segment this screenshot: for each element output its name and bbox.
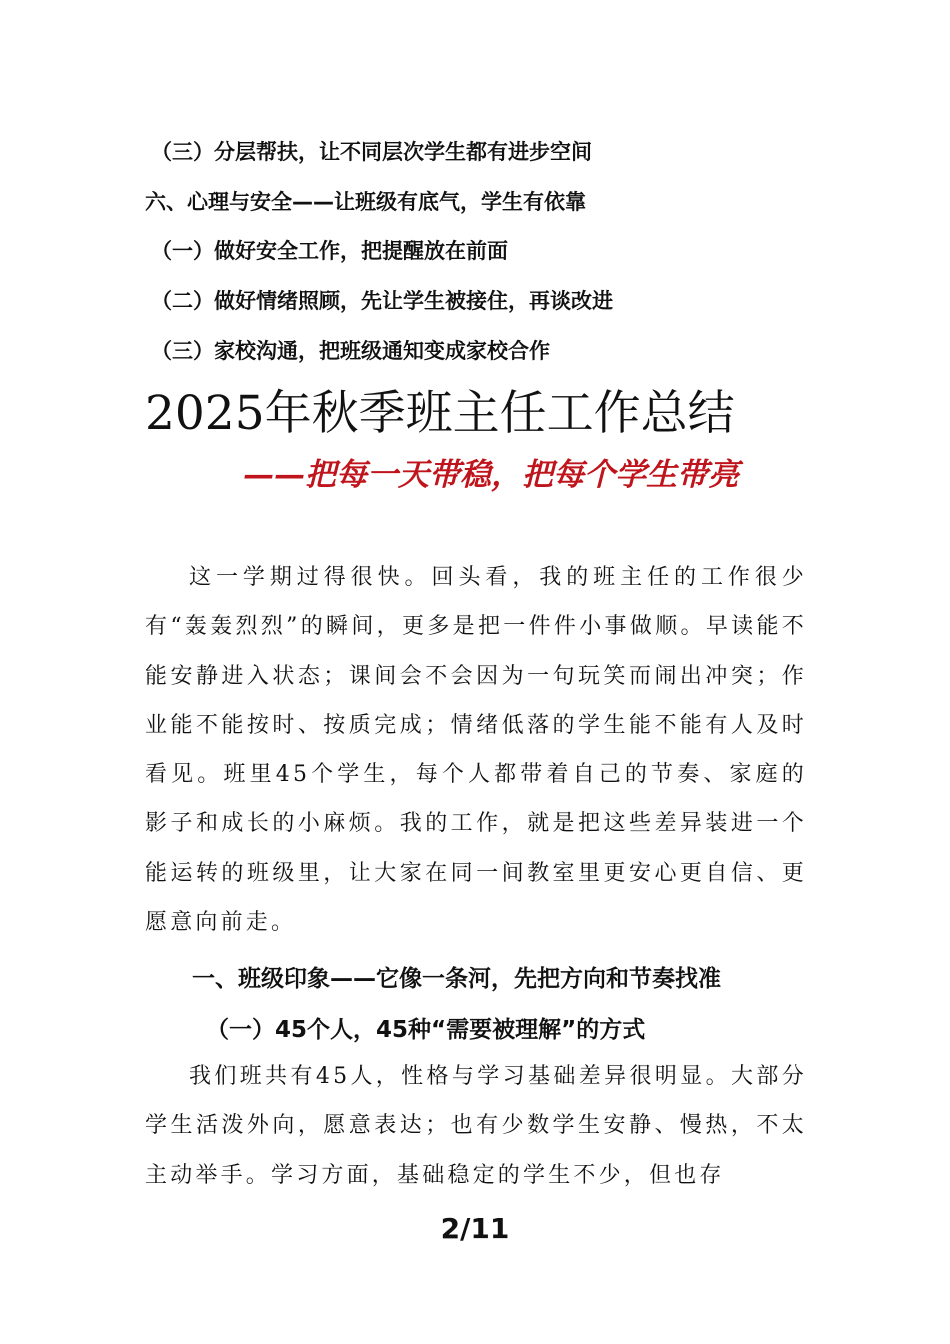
toc-item: （三）分层帮扶，让不同层次学生都有进步空间 [151, 140, 592, 164]
toc-item: 六、心理与安全——让班级有底气，学生有依靠 [145, 190, 586, 214]
toc-item: （三）家校沟通，把班级通知变成家校合作 [151, 339, 550, 363]
page-number: 2/11 [440, 1212, 510, 1245]
toc-item: （二）做好情绪照顾，先让学生被接住，再谈改进 [151, 289, 613, 313]
section-paragraph: 我们班共有45人，性格与学习基础差异很明显。大部分学生活泼外向，愿意表达；也有少数学生安静、慢热，不太主动举手。学习方面，基础稳定的学生不少，但也存 [145, 1064, 807, 1188]
sub-section-heading: （一）45个人，45种“需要被理解”的方式 [206, 1017, 646, 1043]
document-subtitle: ——把每一天带稳，把每个学生带亮 [243, 457, 739, 493]
intro-paragraph: 这一学期过得很快。回头看，我的班主任的工作很少有“轰轰烈烈”的瞬间，更多是把一件件小事做顺。早读能不能安静进入状态；课间会不会因为一句玩笑而闹出冲突；作业能不能按时、按质完成；情绪低落的学生能不能有人及时看见。班里45个学生，每个人都带着自己的节奏、家庭的影子和成长的小麻烦。我的工作，就是把这些差异装进一个能运转的班级里，让大家在同一间教室里更安心更自信、更愿意向前走。 [145, 565, 807, 936]
document-title: 2025年秋季班主任工作总结 [145, 386, 735, 441]
section-heading: 一、班级印象——它像一条河，先把方向和节奏找准 [192, 966, 721, 992]
toc-item: （一）做好安全工作，把提醒放在前面 [151, 239, 508, 263]
